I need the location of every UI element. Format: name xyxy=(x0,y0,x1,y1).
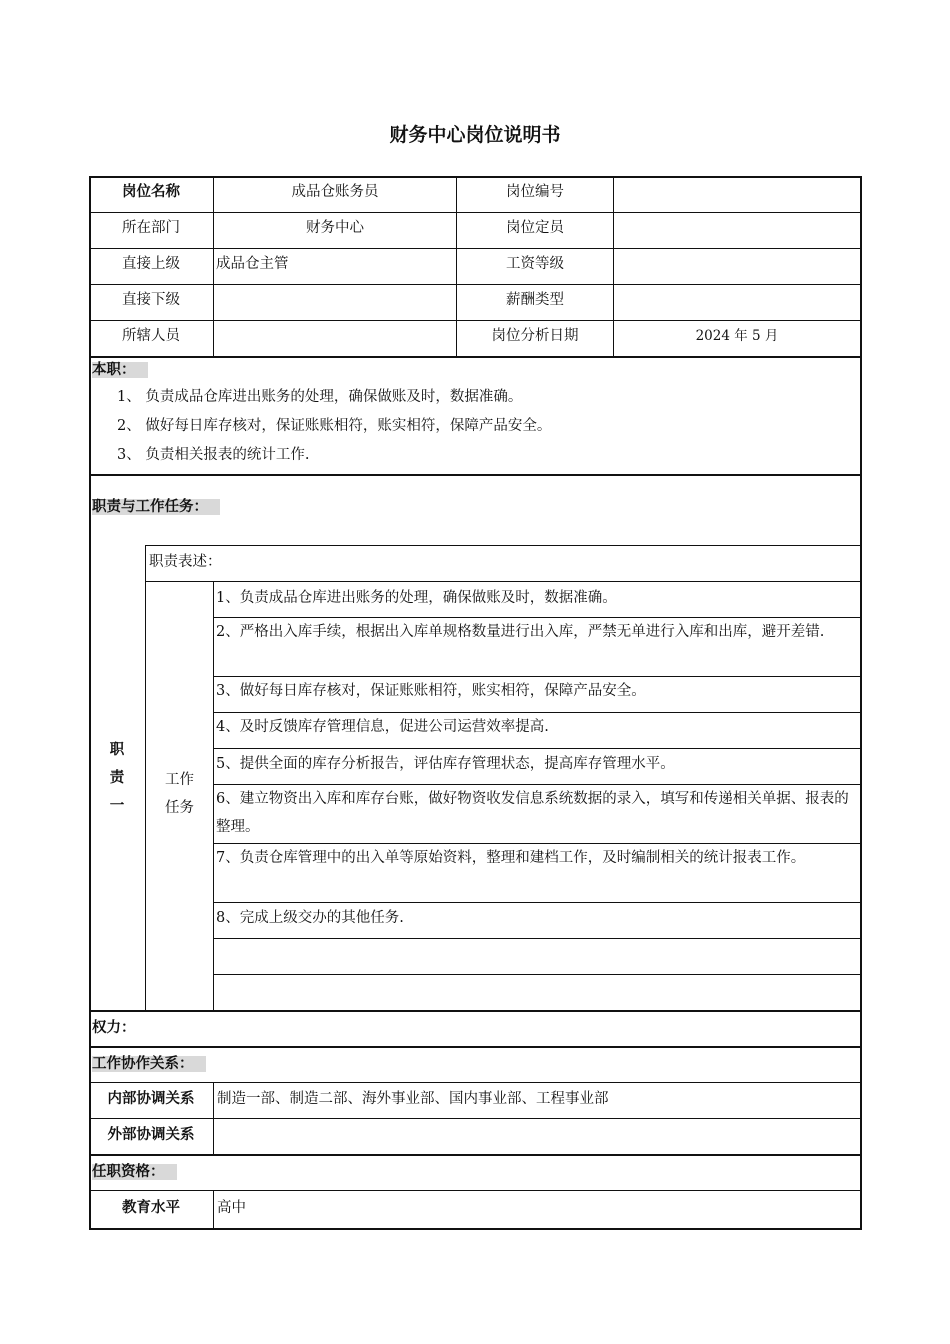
section-line xyxy=(89,1154,862,1156)
page-title: 财务中心岗位说明书 xyxy=(389,124,561,146)
border-top xyxy=(89,176,862,178)
benzhi-item: 2、 做好每日库存核对，保证账账相符，账实相符，保障产品安全。 xyxy=(117,418,552,434)
duty-label xyxy=(89,736,145,820)
row-line xyxy=(145,545,862,546)
section-heading-duties xyxy=(92,498,220,516)
col-line xyxy=(213,1082,214,1154)
label-salary-grade: 工资等级 xyxy=(506,256,564,272)
task-item: 1、负责成品仓库进出账务的处理，确保做账及时，数据准确。 xyxy=(216,590,617,606)
work-task-label xyxy=(146,766,213,822)
row-line xyxy=(213,974,862,975)
row-line xyxy=(89,212,862,213)
label-pay-type: 薪酬类型 xyxy=(506,292,564,308)
duty-description-label: 职责表述： xyxy=(149,554,222,570)
section-heading-benzhi xyxy=(92,361,148,379)
row-line xyxy=(213,938,862,939)
task-item: 6、建立物资出入库和库存台账，做好物资收发信息系统数据的录入，填写和传递相关单据、报表的整理。 xyxy=(216,791,849,835)
label-position-name: 岗位名称 xyxy=(122,184,180,200)
label-direct-subordinate: 直接下级 xyxy=(122,292,180,308)
col-line xyxy=(213,1190,214,1230)
section-line xyxy=(89,474,862,476)
heading-text: 工作协作关系： xyxy=(92,1056,206,1072)
row-line xyxy=(213,712,862,713)
task-item: 7、负责仓库管理中的出入单等原始资料，整理和建档工作，及时编制相关的统计报表工作。 xyxy=(216,850,806,866)
label-internal-coordination: 内部协调关系 xyxy=(107,1091,195,1107)
label-education: 教育水平 xyxy=(122,1200,180,1216)
duty-label-char: 职 xyxy=(109,742,125,758)
row-line xyxy=(213,902,862,903)
border-bottom xyxy=(89,1228,862,1230)
label-department: 所在部门 xyxy=(122,220,180,236)
row-line xyxy=(89,284,862,285)
duty-label-char: 一 xyxy=(109,798,125,814)
work-task-label-line: 任务 xyxy=(165,800,194,816)
row-line xyxy=(213,748,862,749)
label-analysis-date: 岗位分析日期 xyxy=(491,328,579,344)
value-education: 高中 xyxy=(217,1200,246,1216)
task-item: 4、及时反馈库存管理信息，促进公司运营效率提高. xyxy=(216,719,549,735)
row-line xyxy=(89,248,862,249)
benzhi-item: 3、 负责相关报表的统计工作. xyxy=(117,447,310,463)
row-line xyxy=(89,320,862,321)
duty-label-char: 责 xyxy=(109,770,125,786)
value-direct-superior: 成品仓主管 xyxy=(216,256,289,272)
task-item: 3、做好每日库存核对，保证账账相符，账实相符，保障产品安全。 xyxy=(216,683,646,699)
value-position-name: 成品仓账务员 xyxy=(291,184,379,200)
value-analysis-date: 2024 年 5 月 xyxy=(695,328,779,344)
border-right xyxy=(860,176,862,1230)
task-item: 5、提供全面的库存分析报告，评估库存管理状态，提高库存管理水平。 xyxy=(216,756,675,772)
label-headcount: 岗位定员 xyxy=(506,220,564,236)
value-internal-coordination: 制造一部、制造二部、海外事业部、国内事业部、工程事业部 xyxy=(217,1091,609,1107)
task-item: 2、严格出入库手续，根据出入库单规格数量进行出入库，严禁无单进行入库和出库，避开差错. xyxy=(216,624,825,640)
heading-text: 任职资格： xyxy=(92,1164,177,1180)
heading-text: 职责与工作任务： xyxy=(92,499,220,515)
section-heading-quanli: 权力： xyxy=(92,1020,136,1036)
section-heading-qualification xyxy=(92,1163,177,1181)
task-item: 8、完成上级交办的其他任务. xyxy=(216,910,404,926)
row-line xyxy=(213,676,862,677)
label-external-coordination: 外部协调关系 xyxy=(107,1127,195,1143)
section-heading-cooperation xyxy=(92,1055,206,1073)
section-line xyxy=(89,1046,862,1048)
col-line xyxy=(213,581,214,1011)
heading-text: 本职： xyxy=(92,362,148,378)
section-line xyxy=(89,356,862,358)
work-task-label-line: 工作 xyxy=(165,772,194,788)
col-line xyxy=(213,176,214,357)
row-line xyxy=(89,1190,862,1191)
row-line xyxy=(145,581,862,582)
job-description-table xyxy=(89,176,862,1230)
section-line xyxy=(89,1010,862,1012)
label-position-number: 岗位编号 xyxy=(506,184,564,200)
benzhi-item: 1、 负责成品仓库进出账务的处理，确保做账及时，数据准确。 xyxy=(117,389,523,405)
value-department: 财务中心 xyxy=(306,220,364,236)
label-direct-superior: 直接上级 xyxy=(122,256,180,272)
label-staff: 所辖人员 xyxy=(122,328,180,344)
row-line xyxy=(89,1082,862,1083)
row-line xyxy=(89,1118,862,1119)
